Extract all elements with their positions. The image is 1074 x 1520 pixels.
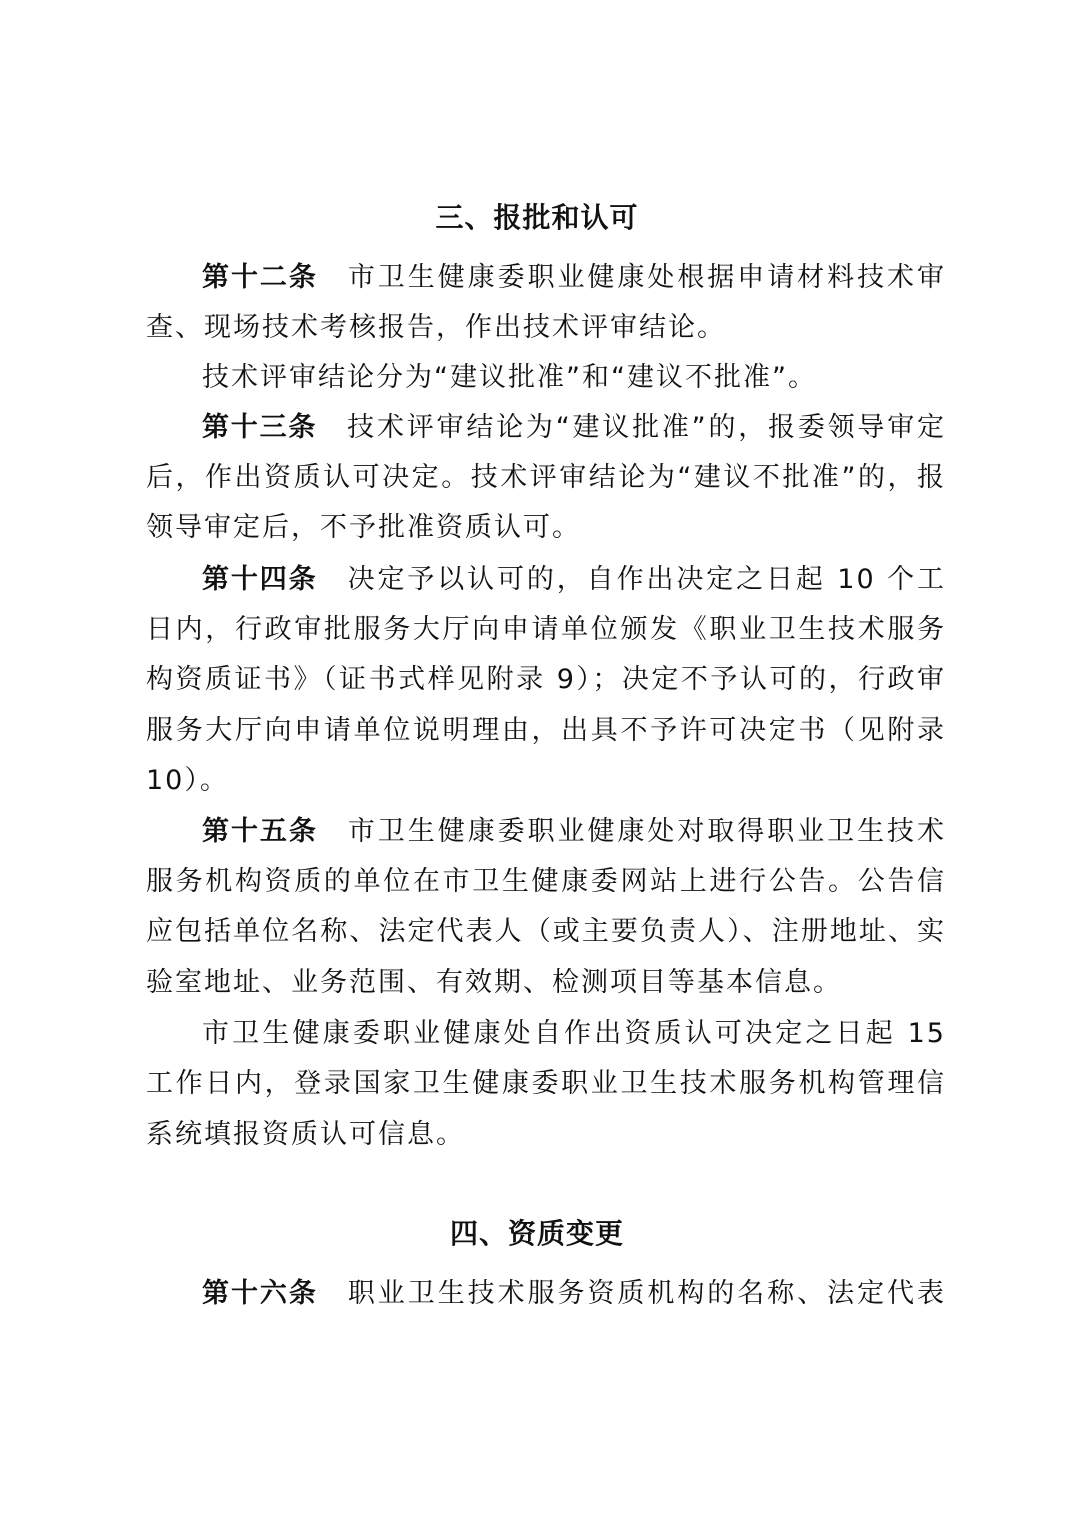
- article-13-line-3: 领导审定后，不予批准资质认可。: [146, 512, 581, 543]
- article-14-line-4: 服务大厅向申请单位说明理由，出具不予许可决定书（见附录: [146, 715, 946, 746]
- article-12-paragraph-2: 技术评审结论分为“建议批准”和“建议不批准”。: [202, 362, 817, 393]
- article-14-line-2: 日内，行政审批服务大厅向申请单位颁发《职业卫生技术服务: [146, 614, 946, 645]
- article-16-text: 职业卫生技术服务资质机构的名称、法定代表: [347, 1278, 946, 1309]
- article-12-text: 市卫生健康委职业健康处根据申请材料技术审: [347, 262, 946, 293]
- article-15-line-1: [202, 812, 946, 852]
- article-12-line-1: [202, 258, 946, 298]
- article-15-line-3: 应包括单位名称、法定代表人（或主要负责人）、注册地址、实: [146, 916, 946, 947]
- article-15-paragraph-2-line-2: 工作日内，登录国家卫生健康委职业卫生技术服务机构管理信: [146, 1068, 946, 1099]
- article-15-label: 第十五条: [202, 816, 318, 847]
- article-12-line-2: 查、现场技术考核报告，作出技术评审结论。: [146, 312, 726, 343]
- article-14-line-1: [202, 560, 946, 600]
- section-heading-4: 四、资质变更: [449, 1217, 624, 1250]
- article-13-text: 技术评审结论为“建议批准”的，报委领导审定: [347, 412, 946, 443]
- article-16-label: 第十六条: [202, 1278, 318, 1309]
- article-15-line-2: 服务机构资质的单位在市卫生健康委网站上进行公告。公告信: [146, 866, 946, 897]
- article-12-label: 第十二条: [202, 262, 318, 293]
- section-heading-3: 三、报批和认可: [435, 201, 639, 234]
- article-15-line-4: 验室地址、业务范围、有效期、检测项目等基本信息。: [146, 967, 842, 998]
- article-15-paragraph-2-line-3: 系统填报资质认可信息。: [146, 1119, 465, 1150]
- article-15-paragraph-2-line-1: 市卫生健康委职业健康处自作出资质认可决定之日起 15: [202, 1018, 946, 1049]
- article-14-text: 决定予以认可的，自作出决定之日起 10 个工: [347, 564, 946, 595]
- article-14-line-3: 构资质证书》（证书式样见附录 9）；决定不予认可的，行政审: [146, 664, 946, 695]
- article-14-line-5: 10）。: [146, 765, 229, 796]
- article-13-line-2: 后，作出资质认可决定。技术评审结论为“建议不批准”的，报: [146, 462, 946, 493]
- article-16-line-1: [202, 1274, 946, 1314]
- article-14-label: 第十四条: [202, 564, 318, 595]
- article-15-text: 市卫生健康委职业健康处对取得职业卫生技术: [347, 816, 946, 847]
- article-13-line-1: [202, 408, 946, 448]
- article-13-label: 第十三条: [202, 412, 318, 443]
